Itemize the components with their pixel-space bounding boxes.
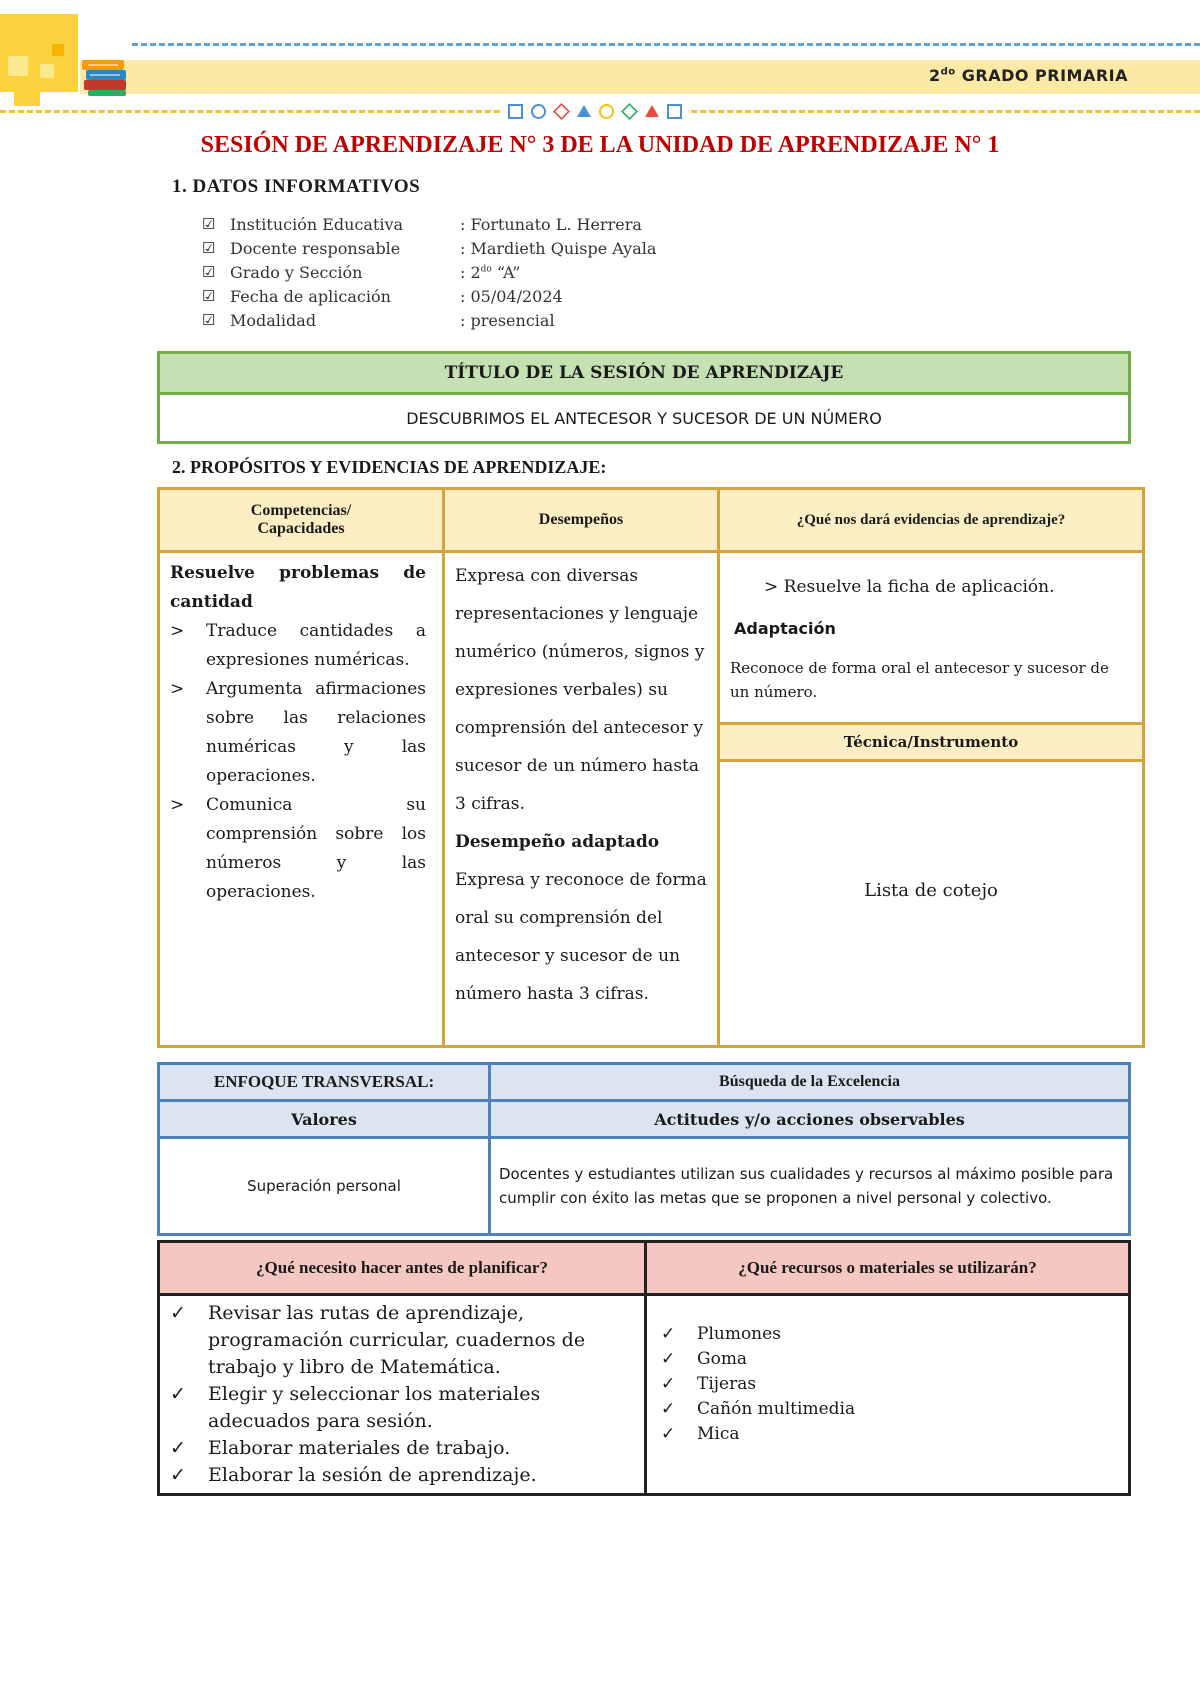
planificacion-table [157, 1240, 1131, 1496]
check-icon: ✓ [661, 1399, 676, 1419]
grade-label: $2^{do}$ GRADO PRIMARIA [929, 66, 1128, 85]
check-icon: ✓ [661, 1324, 676, 1344]
check-icon: ✓ [170, 1383, 186, 1405]
circle-icon [599, 104, 614, 119]
checkbox-icon: ☑ [202, 239, 216, 257]
info-value: : 05/04/2024 [460, 286, 563, 306]
triangle-icon [577, 105, 591, 117]
tecnica-value: Lista de cotejo [864, 880, 998, 901]
info-value: : Mardieth Quispe Ayala [460, 238, 657, 258]
desempeno-text: Expresa con diversas representaciones y lenguaje numérico (números, signos y expresiones verbales) su comprensión del antecesor y sucesor de un número hasta 3 cifras. [455, 566, 705, 814]
session-title-header: TÍTULO DE LA SESIÓN DE APRENDIZAJE [159, 353, 1130, 394]
enfoque-name: Búsqueda de la Excelencia [490, 1064, 1130, 1101]
square-icon [508, 104, 523, 119]
info-value: : presencial [460, 310, 555, 330]
header-divider-top [132, 43, 1200, 46]
list-item: ✓ Elaborar la sesión de aprendizaje. [170, 1462, 644, 1489]
desempenos-cell [444, 552, 719, 1047]
check-icon: ✓ [170, 1437, 186, 1459]
list-item: ✓ Mica [661, 1422, 1128, 1447]
materiales-list [646, 1295, 1130, 1495]
section-heading-datos: 1. DATOS INFORMATIVOS [172, 176, 421, 197]
evidencia-text: > Resuelve la ficha de aplicación. [764, 577, 1055, 597]
shapes-decoration [502, 102, 688, 120]
info-label: Modalidad [230, 310, 317, 330]
adaptacion-text: Reconoce de forma oral el antecesor y sucesor de un número. [730, 659, 1109, 701]
antes-header: ¿Qué necesito hacer antes de planificar? [159, 1242, 646, 1295]
capacidad-item: > Argumenta afirmaciones sobre las relaciones numéricas y las operaciones. [170, 679, 426, 786]
desempeno-adaptado-label: Desempeño adaptado [455, 832, 660, 852]
info-value: : Fortunato L. Herrera [460, 214, 642, 234]
checkbox-icon: ☑ [202, 263, 216, 281]
header-evidencias: ¿Qué nos dará evidencias de aprendizaje? [719, 489, 1144, 552]
check-icon: ✓ [170, 1302, 186, 1324]
list-item: ✓ Tijeras [661, 1372, 1128, 1397]
session-title-table [157, 351, 1131, 444]
capacidad-item: > Comunica su comprensión sobre los números y las operaciones. [170, 795, 426, 902]
checkbox-icon: ☑ [202, 287, 216, 305]
info-row [202, 212, 656, 236]
info-label: Institución Educativa [230, 214, 404, 234]
info-label: Fecha de aplicación [230, 286, 391, 306]
desempeno-adaptado-text: Expresa y reconoce de forma oral su comprensión del antecesor y sucesor de un número hasta 3 cifras. [455, 870, 707, 1004]
header-desempenos: Desempeños [444, 489, 719, 552]
books-icon [80, 50, 132, 98]
competencias-cell [159, 552, 444, 1047]
list-item: ✓ Elaborar materiales de trabajo. [170, 1435, 644, 1462]
info-row [202, 236, 656, 260]
actitudes-header: Actitudes y/o acciones observables [490, 1101, 1130, 1138]
square-icon [667, 104, 682, 119]
info-label: Grado y Sección [230, 262, 363, 282]
adaptacion-label: Adaptación [734, 619, 836, 638]
checkbox-icon: ☑ [202, 311, 216, 329]
enfoque-label: ENFOQUE TRANSVERSAL: [159, 1064, 490, 1101]
list-item: ✓ Cañón multimedia [661, 1397, 1128, 1422]
section-heading-propositos: 2. PROPÓSITOS Y EVIDENCIAS DE APRENDIZAJE: [172, 457, 607, 477]
tecnica-header: Técnica/Instrumento [720, 722, 1142, 762]
recursos-header: ¿Qué recursos o materiales se utilizarán? [646, 1242, 1130, 1295]
check-icon: ✓ [661, 1349, 676, 1369]
valores-header: Valores [159, 1101, 490, 1138]
list-item: ✓ Plumones [661, 1322, 1128, 1347]
capacidad-item: > Traduce cantidades a expresiones numéricas. [170, 621, 426, 670]
check-icon: ✓ [661, 1424, 676, 1444]
checkbox-icon: ☑ [202, 215, 216, 233]
evidencias-cell [719, 552, 1144, 1047]
info-row [202, 308, 656, 332]
valor-value: Superación personal [159, 1138, 490, 1235]
enfoque-table [157, 1062, 1131, 1236]
propositos-table [157, 487, 1145, 1048]
list-item: ✓ Revisar las rutas de aprendizaje, programación curricular, cuadernos de trabajo y libro de Matemática. [170, 1300, 644, 1381]
corner-decoration [0, 14, 80, 112]
check-icon: ✓ [661, 1374, 676, 1394]
header-competencias: Competencias/ Capacidades [159, 489, 444, 552]
actitud-value: Docentes y estudiantes utilizan sus cualidades y recursos al máximo posible para cumplir con éxito las metas que se proponen a nivel personal y colectivo. [490, 1138, 1130, 1235]
competencia-title: Resuelve problemas de cantidad [170, 563, 426, 612]
list-item: ✓ Elegir y seleccionar los materiales adecuados para sesión. [170, 1381, 644, 1435]
list-item: ✓ Goma [661, 1347, 1128, 1372]
page-title: SESIÓN DE APRENDIZAJE N° 3 DE LA UNIDAD DE APRENDIZAJE N° 1 [200, 132, 1000, 158]
session-title-value: DESCUBRIMOS EL ANTECESOR Y SUCESOR DE UN NÚMERO [159, 394, 1130, 443]
info-list [202, 212, 656, 332]
diamond-icon [553, 103, 570, 120]
antes-list [159, 1295, 646, 1495]
triangle-icon [645, 105, 659, 117]
info-row [202, 260, 656, 284]
info-row [202, 284, 656, 308]
circle-icon [531, 104, 546, 119]
info-label: Docente responsable [230, 238, 401, 258]
check-icon: ✓ [170, 1464, 186, 1486]
info-value: : $2^{do}$ “A” [460, 262, 521, 282]
diamond-icon [621, 103, 638, 120]
